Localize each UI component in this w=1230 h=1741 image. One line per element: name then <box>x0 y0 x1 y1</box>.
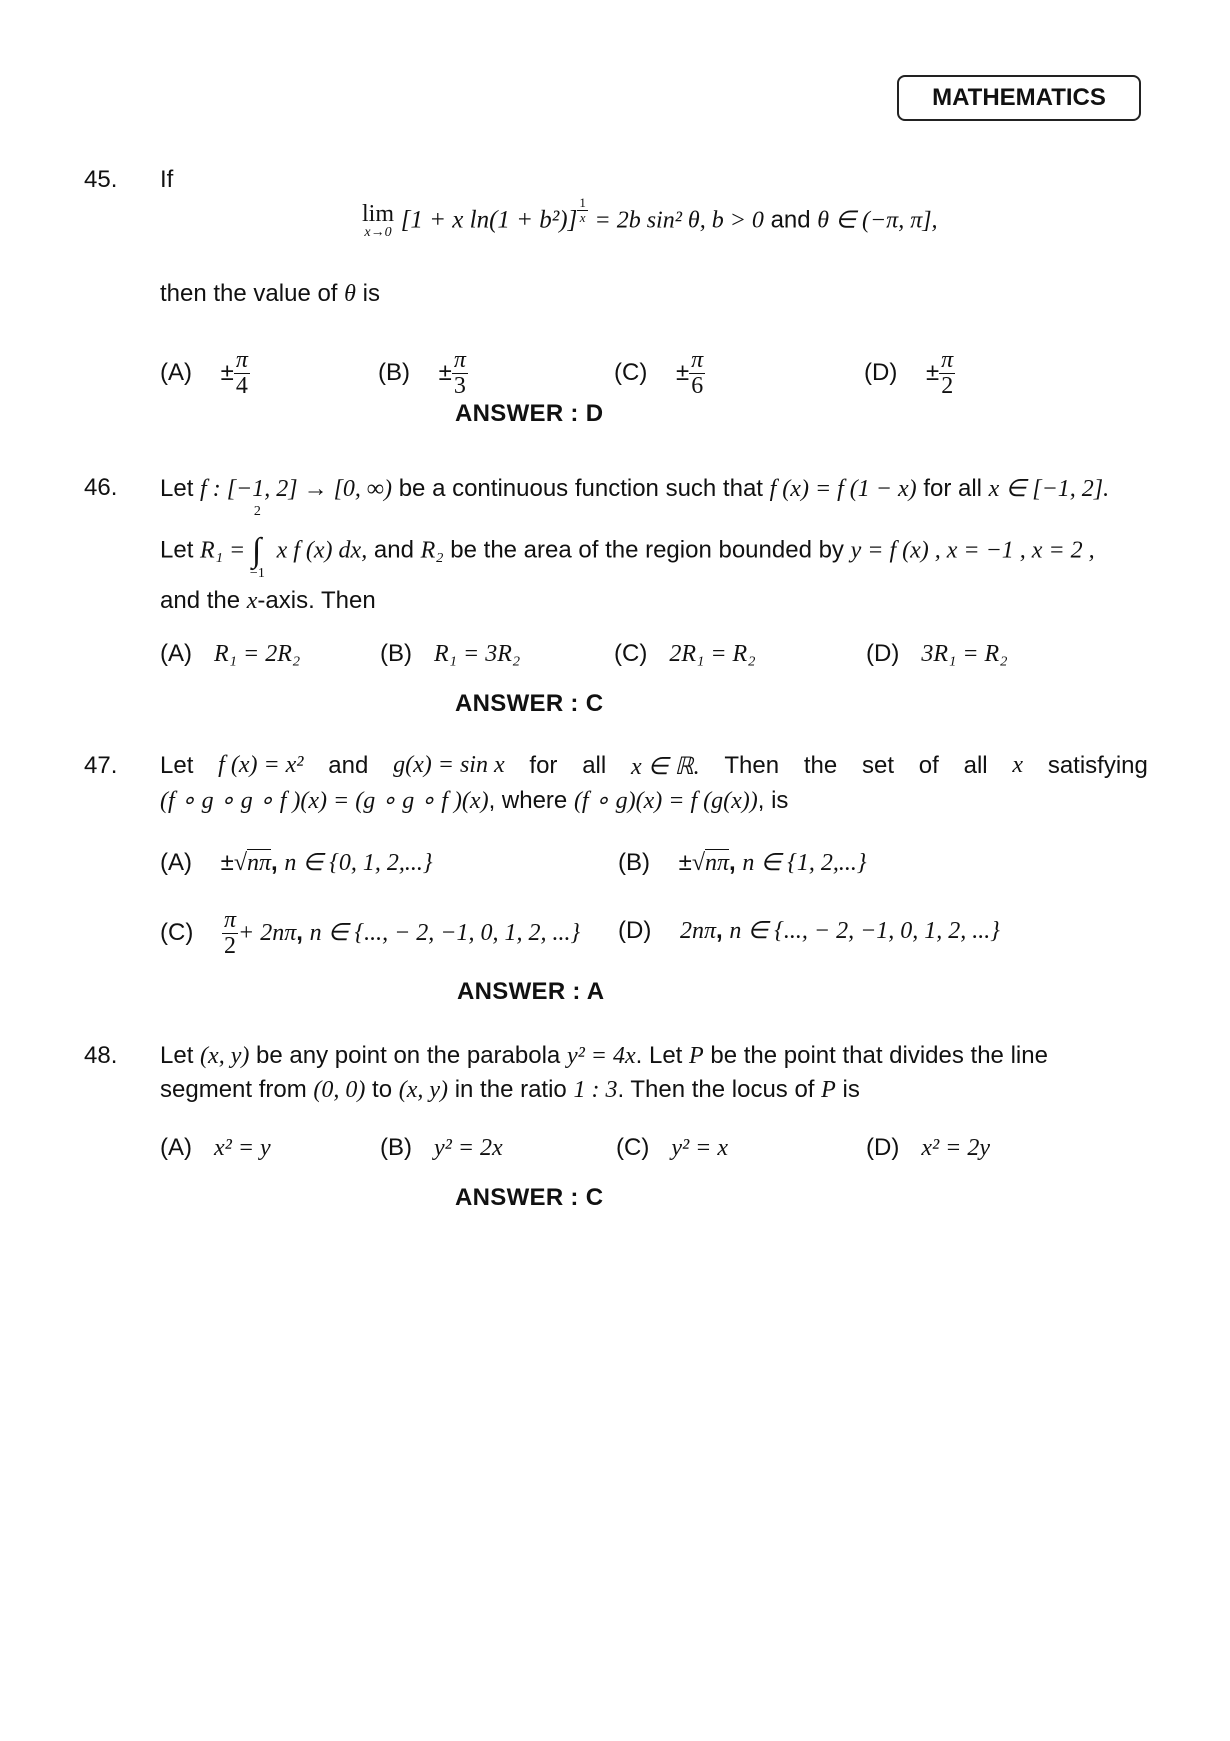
q47-option-c-frac: $\frac{\pi}{2}$ <box>224 907 237 960</box>
q45-limit-body: [1 + x ln(1 + b²)] <box>400 206 578 234</box>
q48-option-c[interactable]: (C) y² = x <box>616 1134 729 1161</box>
q45-option-c-frac: $\frac{\pi}{6}$ <box>691 347 704 400</box>
q45-intro: If <box>160 166 174 193</box>
q48-answer: ANSWER : C <box>455 1184 604 1211</box>
q47-option-c[interactable]: (C) $\frac{\pi}{2}$ + 2nπ, n ∈ {..., − 2, −1, 0, 1, 2, ...} <box>160 907 581 960</box>
q45-domain: θ ∈ (−π, π], <box>817 207 938 234</box>
question-number-47: 47. <box>84 752 118 779</box>
q45-rhs: = 2b sin² θ, b > 0 <box>594 207 764 234</box>
question-number-46: 46. <box>84 474 118 501</box>
q46-line-1: Let f : [−1, 2] → [0, ∞) be a continuous function such that f (x) = f (1 − x) for all x ∈ [−1, 2]. <box>160 475 1110 502</box>
q47-option-d[interactable]: (D) 2nπ, n ∈ {..., − 2, −1, 0, 1, 2, ...} <box>618 917 1000 944</box>
q48-option-b[interactable]: (B) y² = 2x <box>380 1134 503 1161</box>
q45-stem: then the value of θ is <box>160 280 380 307</box>
q47-answer: ANSWER : A <box>457 978 605 1005</box>
q45-and: and <box>770 206 811 234</box>
q46-line-2: Let R₁ = 2 ∫ −1 x f (x) dx, and R₂ be the area of the region bounded by y = f (x) , x = −1 , x = 2 , <box>160 504 1095 581</box>
q48-line-2: segment from (0, 0) to (x, y) in the ratio 1 : 3. Then the locus of P is <box>160 1076 860 1103</box>
q47-option-b[interactable]: (B) ±√nπ, n ∈ {1, 2,...} <box>618 849 867 876</box>
q45-answer: ANSWER : D <box>455 400 604 427</box>
q46-line-3: and the x-axis. Then <box>160 587 376 614</box>
q48-option-d[interactable]: (D) x² = 2y <box>866 1134 991 1161</box>
q47-line-2: (f ∘ g ∘ g ∘ f )(x) = (g ∘ g ∘ f )(x), where (f ∘ g)(x) = f (g(x)), is <box>160 787 789 814</box>
q45-option-d-frac: $\frac{\pi}{2}$ <box>941 347 954 400</box>
q45-limit: lim x→0 <box>362 201 395 240</box>
q46-option-d[interactable]: (D) 3R₁ = R₂ <box>866 640 1008 667</box>
q46-answer: ANSWER : C <box>455 690 604 717</box>
q45-option-c[interactable]: (C) ± $\frac{\pi}{6}$ <box>614 347 704 400</box>
q47-option-a[interactable]: (A) ±√nπ, n ∈ {0, 1, 2,...} <box>160 849 433 876</box>
q45-option-b[interactable]: (B) ± $\frac{\pi}{3}$ <box>378 347 466 400</box>
q45-option-a[interactable]: (A) ± $\frac{\pi}{4}$ <box>160 347 248 400</box>
q46-option-a[interactable]: (A) R₁ = 2R₂ <box>160 640 301 667</box>
q48-option-a[interactable]: (A) x² = y <box>160 1134 271 1161</box>
q48-line-1: Let (x, y) be any point on the parabola y² = 4x. Let P be the point that divides the line <box>160 1042 1048 1069</box>
q46-option-c[interactable]: (C) 2R₁ = R₂ <box>614 640 756 667</box>
q45-equation <box>362 195 938 240</box>
q46-option-b[interactable]: (B) R₁ = 3R₂ <box>380 640 521 667</box>
q45-option-b-frac: $\frac{\pi}{3}$ <box>453 347 466 400</box>
subject-header: MATHEMATICS <box>897 75 1141 121</box>
q45-exponent: $\frac{1}{x}$ <box>579 195 586 225</box>
question-number-48: 48. <box>84 1042 118 1069</box>
question-number-45: 45. <box>84 166 118 193</box>
q47-line-1: Let f (x) = x² and g(x) = sin x for all x ∈ ℝ. Then the set of all x satisfying <box>160 752 1148 780</box>
q45-option-d[interactable]: (D) ± $\frac{\pi}{2}$ <box>864 347 954 400</box>
q45-option-a-frac: $\frac{\pi}{4}$ <box>235 347 248 400</box>
integral-sign: 2 ∫ −1 <box>249 504 265 581</box>
